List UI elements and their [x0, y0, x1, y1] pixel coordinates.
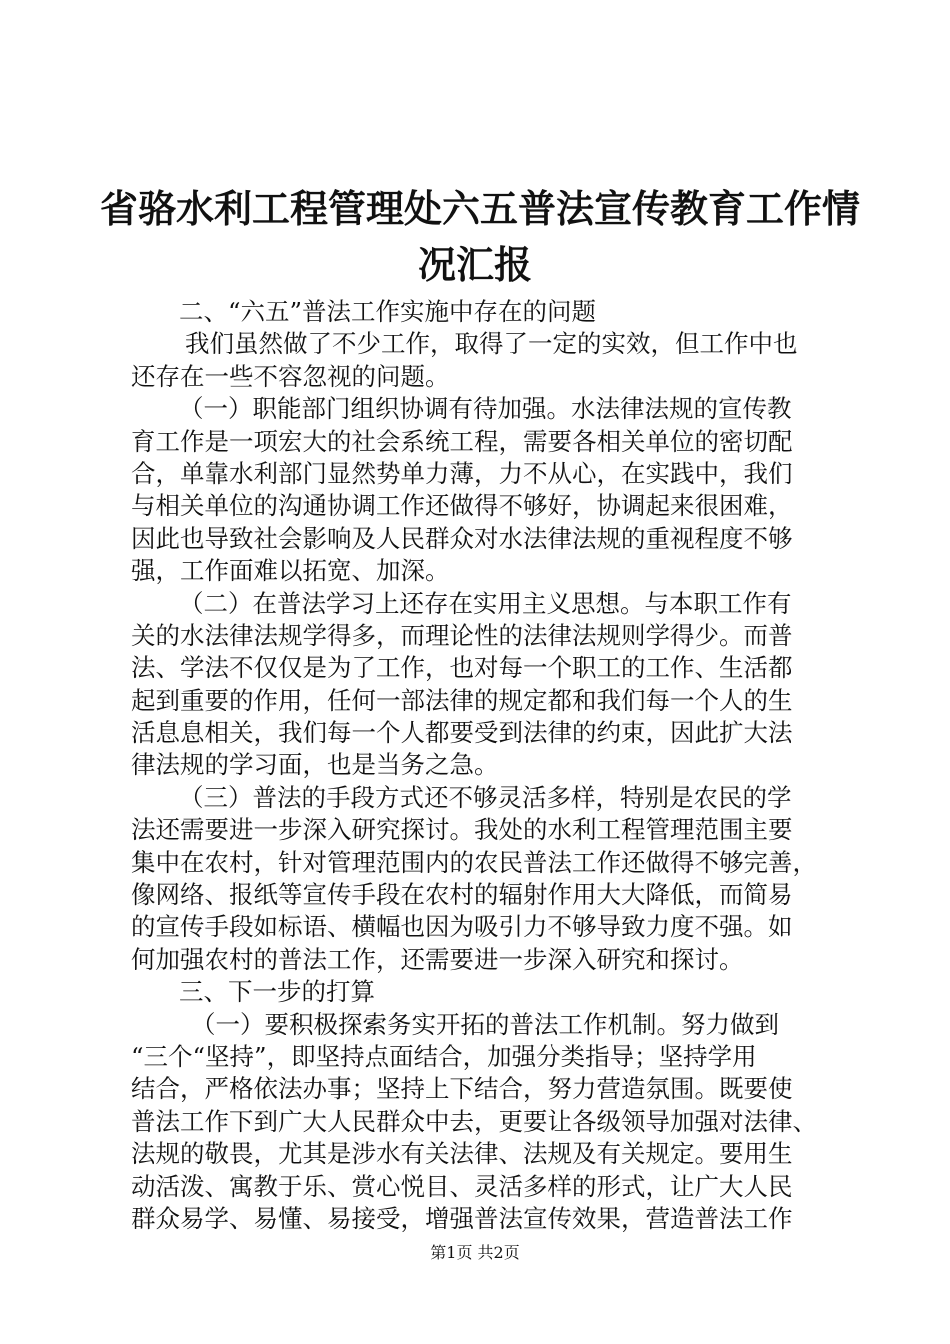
paragraph-line: 我们虽然做了不少工作，取得了一定的实效，但工作中也	[185, 329, 798, 359]
section-heading: 二、“六五”普法工作实施中存在的问题	[179, 297, 597, 326]
paragraph-line: 法还需要进一步深入研究探讨。我处的水利工程管理范围主要	[131, 815, 793, 845]
paragraph-line: 合，单靠水利部门显然势单力薄，力不从心，在实践中，我们	[131, 458, 793, 488]
paragraph-line: （一）职能部门组织协调有待加强。水法律法规的宣传教	[179, 394, 792, 424]
paragraph-line: 还存在一些不容忽视的问题。	[131, 361, 450, 391]
document-body	[131, 296, 831, 1235]
paragraph-line: 的宣传手段如标语、横幅也因为吸引力不够导致力度不强。如	[131, 912, 793, 942]
paragraph-line: 起到重要的作用，任何一部法律的规定都和我们每一个人的生	[131, 685, 793, 715]
paragraph-line: （二）在普法学习上还存在实用主义思想。与本职工作有	[179, 588, 792, 618]
document-title-line-1: 省骆水利工程管理处六五普法宣传教育工作情	[100, 187, 861, 231]
paragraph-line: 法规的敬畏，尤其是涉水有关法律、法规及有关规定。要用生	[131, 1139, 793, 1169]
paragraph-line: 像网络、报纸等宣传手段在农村的辐射作用大大降低，而简易	[131, 880, 793, 910]
paragraph-line: 结合，严格依法办事；坚持上下结合，努力营造氛围。既要使	[131, 1074, 793, 1104]
paragraph-line: （三）普法的手段方式还不够灵活多样，特别是农民的学	[179, 782, 792, 812]
paragraph-line: 强，工作面难以拓宽、加深。	[131, 556, 450, 586]
page-footer: 第1页 共2页	[430, 1243, 520, 1262]
paragraph-line: 与相关单位的沟通协调工作还做得不够好，协调起来很困难，	[131, 491, 793, 521]
paragraph-line: （一）要积极探索务实开拓的普法工作机制。努力做到	[191, 1009, 779, 1039]
paragraph-line: 何加强农村的普法工作，还需要进一步深入研究和探讨。	[131, 944, 744, 974]
paragraph-line: 因此也导致社会影响及人民群众对水法律法规的重视程度不够	[131, 523, 793, 553]
paragraph-line: 法、学法不仅仅是为了工作，也对每一个职工的工作、生活都	[131, 653, 793, 683]
paragraph-line: “三个“坚持”，即坚持点面结合，加强分类指导；坚持学用	[131, 1041, 757, 1071]
section-heading: 三、下一步的打算	[179, 977, 375, 1007]
paragraph-line: 普法工作下到广大人民群众中去，更要让各级领导加强对法律、	[131, 1106, 817, 1136]
paragraph-line: 集中在农村，针对管理范围内的农民普法工作还做得不够完善，	[131, 847, 817, 877]
paragraph-line: 关的水法律法规学得多，而理论性的法律法规则学得少。而普	[131, 620, 793, 650]
paragraph-line: 动活泼、寓教于乐、赏心悦目、灵活多样的形式，让广大人民	[131, 1171, 793, 1201]
paragraph-line: 育工作是一项宏大的社会系统工程，需要各相关单位的密切配	[131, 426, 793, 456]
document-title-line-2: 况汇报	[417, 243, 532, 287]
paragraph-line: 律法规的学习面，也是当务之急。	[131, 750, 499, 780]
paragraph-line: 群众易学、易懂、易接受，增强普法宣传效果，营造普法工作	[131, 1203, 793, 1233]
paragraph-line: 活息息相关，我们每一个人都要受到法律的约束，因此扩大法	[131, 718, 793, 748]
